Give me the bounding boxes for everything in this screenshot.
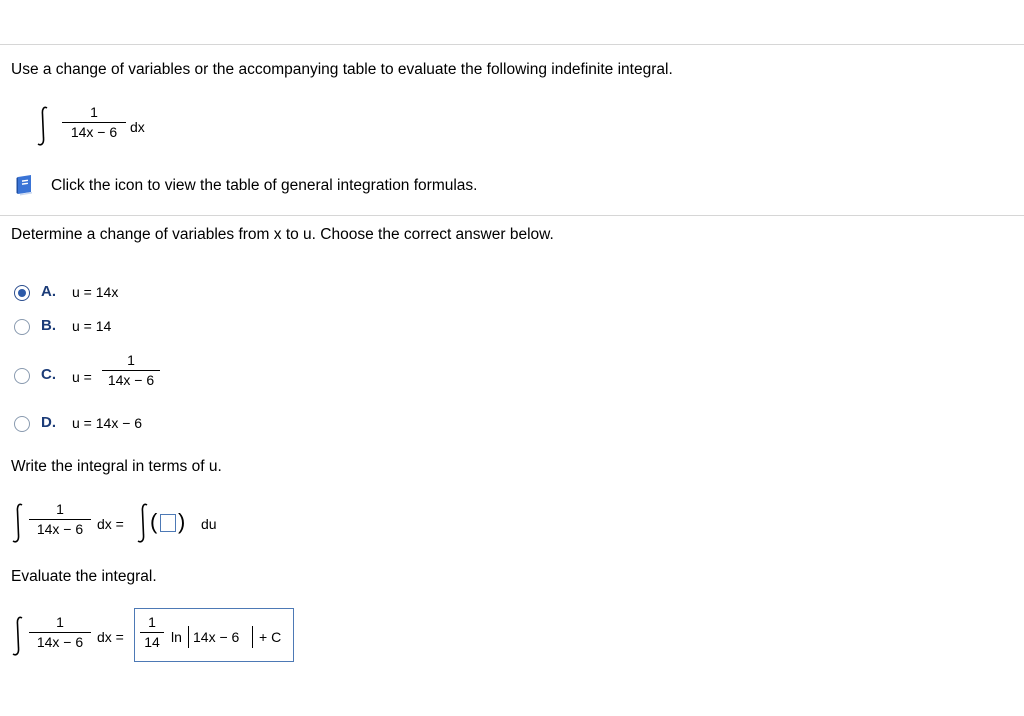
part3-prompt: Evaluate the integral. — [11, 568, 157, 585]
part3-equals: dx = — [97, 629, 124, 645]
option-c-prefix: u = — [72, 369, 92, 385]
option-a-radio[interactable] — [14, 285, 30, 301]
part2-equals: dx = — [97, 516, 124, 532]
problem-fraction — [62, 104, 126, 140]
integral-sign-icon — [136, 503, 150, 543]
part3-numerator: 1 — [56, 614, 64, 630]
option-d-letter: D. — [41, 414, 56, 431]
problem-numerator: 1 — [90, 104, 98, 120]
answer-coef-denominator: 14 — [144, 634, 160, 650]
part2-numerator: 1 — [56, 501, 64, 517]
answer-constant: + C — [259, 629, 282, 645]
option-c-letter: C. — [41, 366, 56, 383]
option-d-radio[interactable] — [14, 416, 30, 432]
book-icon[interactable] — [14, 174, 36, 196]
option-c-fraction — [102, 352, 160, 388]
section-divider — [0, 215, 1024, 216]
option-d-text: u = 14x − 6 — [72, 415, 143, 431]
part2-prompt: Write the integral in terms of u. — [11, 458, 222, 475]
option-c-numerator: 1 — [127, 352, 135, 368]
integral-sign-icon — [36, 106, 50, 146]
abs-right-bar — [252, 626, 253, 648]
problem-denominator: 14x − 6 — [70, 124, 118, 140]
part2-du: du — [201, 516, 217, 532]
table-hint-link[interactable]: Click the icon to view the table of general integration formulas. — [51, 177, 478, 194]
integrand-answer-input[interactable] — [160, 514, 176, 532]
option-c-denominator: 14x − 6 — [107, 372, 155, 388]
part1-prompt: Determine a change of variables from x to u. Choose the correct answer below. — [11, 226, 554, 243]
left-paren: ( — [150, 509, 158, 534]
answer-coefficient — [140, 614, 164, 650]
answer-coef-numerator: 1 — [148, 614, 156, 630]
option-c-radio[interactable] — [14, 368, 30, 384]
answer-inside: 14x − 6 — [193, 629, 240, 645]
top-divider — [0, 44, 1024, 45]
answer-ln: ln — [171, 629, 182, 645]
abs-left-bar — [188, 626, 189, 648]
problem-differential: dx — [130, 119, 145, 135]
problem-instruction: Use a change of variables or the accompanying table to evaluate the following indefinite integral. — [11, 61, 673, 78]
final-answer-box[interactable] — [134, 608, 294, 662]
option-a-letter: A. — [41, 283, 56, 300]
right-paren: ) — [178, 509, 186, 534]
part3-denominator: 14x − 6 — [36, 634, 84, 650]
option-a-text: u = 14x — [72, 284, 119, 300]
option-b-radio[interactable] — [14, 319, 30, 335]
option-b-text: u = 14 — [72, 318, 112, 334]
integral-sign-icon — [11, 616, 25, 656]
part2-denominator: 14x − 6 — [36, 521, 84, 537]
option-b-letter: B. — [41, 317, 56, 334]
part2-fraction — [29, 501, 91, 537]
integral-sign-icon — [11, 503, 25, 543]
part3-fraction — [29, 614, 91, 650]
